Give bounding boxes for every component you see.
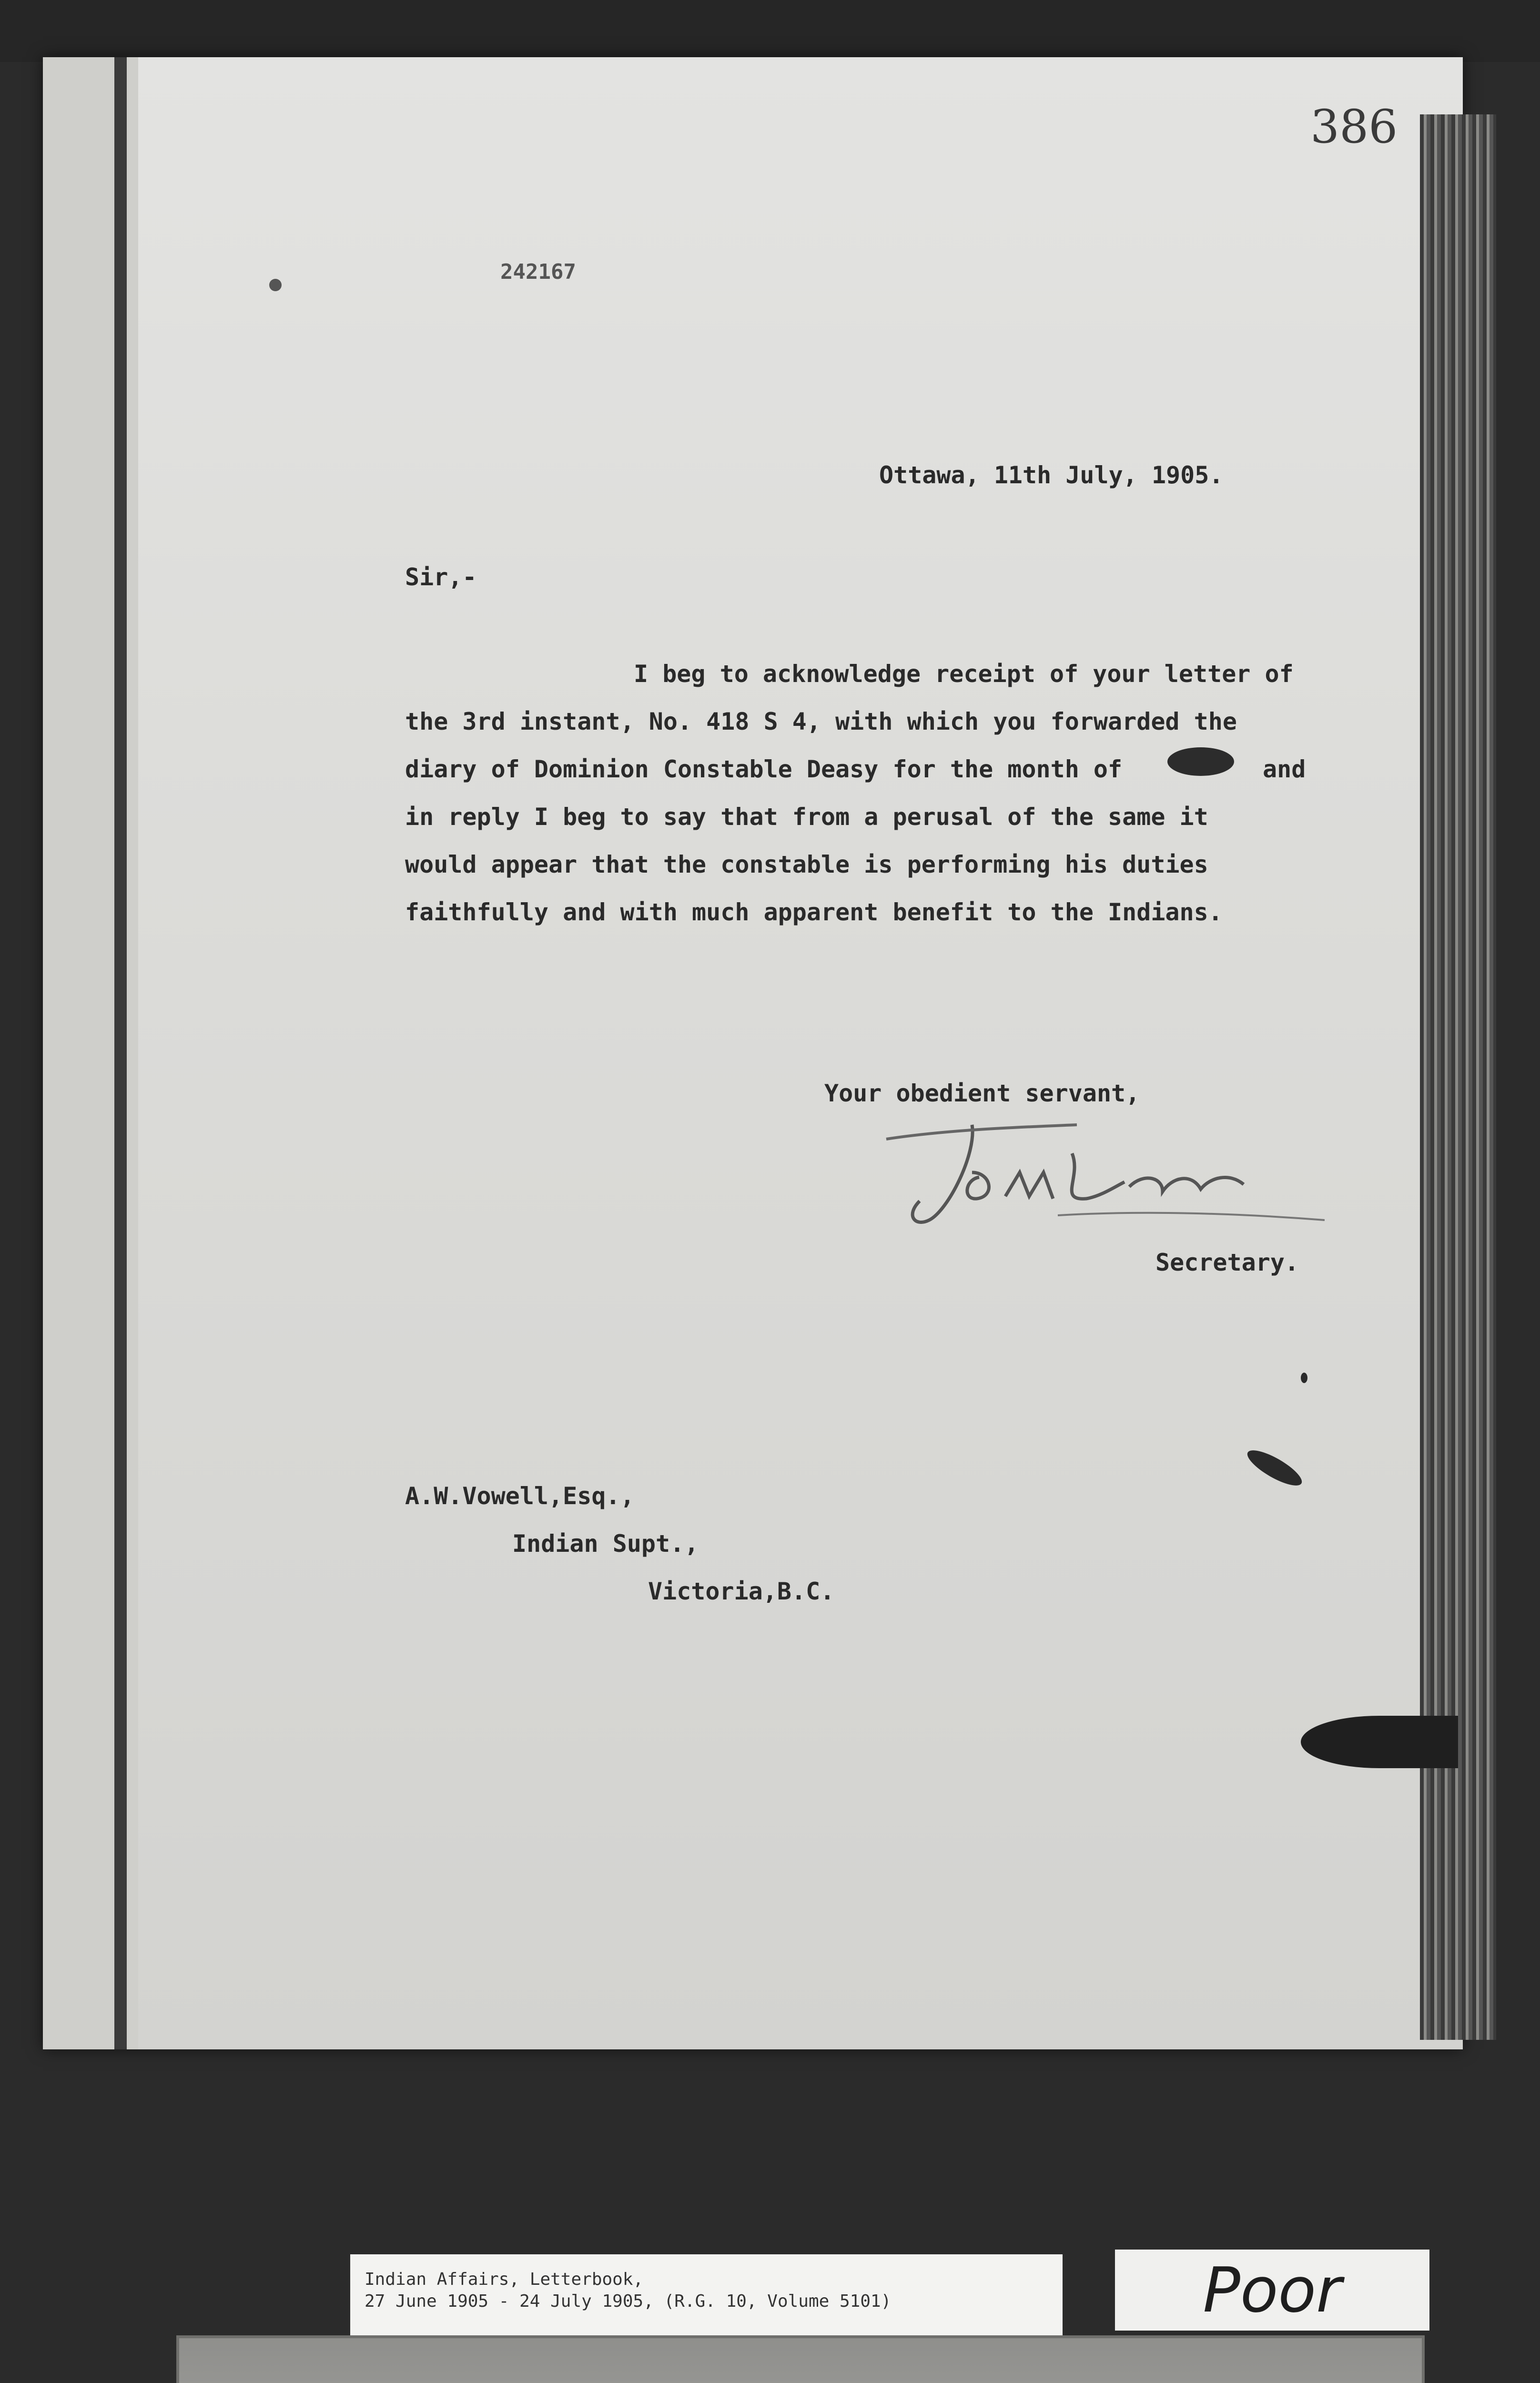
addressee-line: A.W.Vowell,Esq., [405, 1482, 635, 1510]
signer-title: Secretary. [1155, 1249, 1299, 1276]
binding-line [114, 57, 127, 2049]
obscured-word [1167, 747, 1234, 776]
reference-number: 242167 [500, 260, 576, 284]
archives-stamp [176, 2335, 1425, 2383]
body-line: the 3rd instant, No. 418 S 4, with which you forwarded the [405, 708, 1237, 735]
body-line-tail: and [1263, 755, 1306, 783]
salutation: Sir,- [405, 563, 477, 591]
closing: Your obedient servant, [824, 1079, 1140, 1107]
ink-dot [269, 279, 282, 291]
archive-label-line: 27 June 1905 - 24 July 1905, (R.G. 10, Volume 5101) [365, 2291, 892, 2311]
body-line: faithfully and with much apparent benefit to the Indians. [405, 898, 1223, 926]
page-number: 386 [1310, 100, 1398, 153]
letter-date: Ottawa, 11th July, 1905. [879, 461, 1224, 489]
body-line: in reply I beg to say that from a perusal of the same it [405, 803, 1208, 831]
page-clip [1301, 1716, 1458, 1768]
body-line: would appear that the constable is performing his duties [405, 851, 1208, 878]
archive-label-line: Indian Affairs, Letterbook, [365, 2270, 644, 2289]
body-line: diary of Dominion Constable Deasy for the month of [405, 755, 1123, 783]
addressee-line: Indian Supt., [512, 1530, 699, 1558]
letter-page [43, 57, 1463, 2049]
signature [877, 1101, 1325, 1273]
ink-dot [1301, 1373, 1307, 1383]
film-frame-top [0, 0, 1540, 62]
archive-label [350, 2254, 1063, 2335]
body-line: I beg to acknowledge receipt of your letter of [634, 660, 1294, 688]
addressee-line: Victoria,B.C. [648, 1578, 835, 1605]
poor-copy-note: Poor [1115, 2250, 1429, 2331]
